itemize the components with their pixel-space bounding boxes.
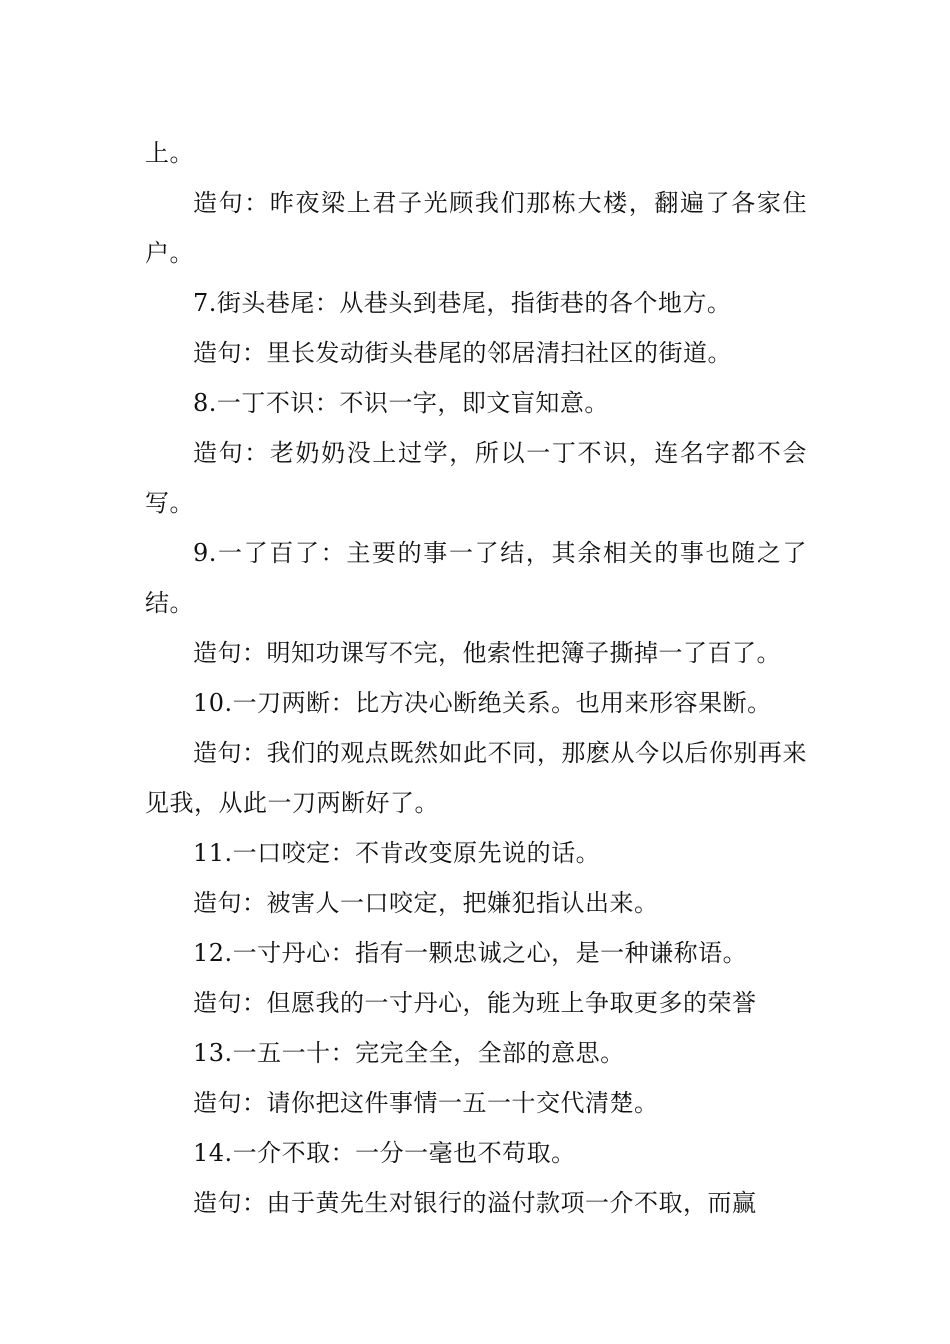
paragraph: 造句：请你把这件事情一五一十交代清楚。 bbox=[193, 1089, 659, 1117]
paragraph: 11.一口咬定：不肯改变原先说的话。 bbox=[193, 839, 601, 867]
paragraph: 造句：被害人一口咬定，把嫌犯指认出来。 bbox=[193, 889, 659, 917]
paragraph: 造句：明知功课写不完，他索性把簿子撕掉一了百了。 bbox=[193, 639, 781, 667]
paragraph: 8.一丁不识：不识一字，即文盲知意。 bbox=[193, 389, 609, 417]
paragraph: 上。 bbox=[145, 139, 194, 167]
paragraph: 造句：里长发动街头巷尾的邻居清扫社区的街道。 bbox=[193, 339, 732, 367]
paragraph: 14.一介不取：一分一毫也不苟取。 bbox=[193, 1139, 576, 1167]
paragraph: 9.一了百了：主要的事一了结，其余相关的事也随之了结。 bbox=[145, 539, 807, 617]
paragraph: 造句：但愿我的一寸丹心，能为班上争取更多的荣誉 bbox=[193, 989, 757, 1017]
paragraph: 造句：由于黄先生对银行的溢付款项一介不取，而赢 bbox=[193, 1189, 757, 1217]
paragraph: 13.一五一十：完完全全，全部的意思。 bbox=[193, 1039, 625, 1067]
paragraph: 10.一刀两断：比方决心断绝关系。也用来形容果断。 bbox=[193, 689, 772, 717]
document-body bbox=[145, 128, 807, 1228]
paragraph: 12.一寸丹心：指有一颗忠诚之心，是一种谦称语。 bbox=[193, 939, 748, 967]
paragraph: 造句：我们的观点既然如此不同，那麽从今以后你别再来见我，从此一刀两断好了。 bbox=[145, 739, 807, 817]
paragraph: 7.街头巷尾：从巷头到巷尾，指街巷的各个地方。 bbox=[193, 289, 732, 317]
paragraph: 造句：昨夜梁上君子光顾我们那栋大楼，翻遍了各家住户。 bbox=[145, 189, 807, 267]
paragraph: 造句：老奶奶没上过学，所以一丁不识，连名字都不会写。 bbox=[145, 439, 807, 517]
